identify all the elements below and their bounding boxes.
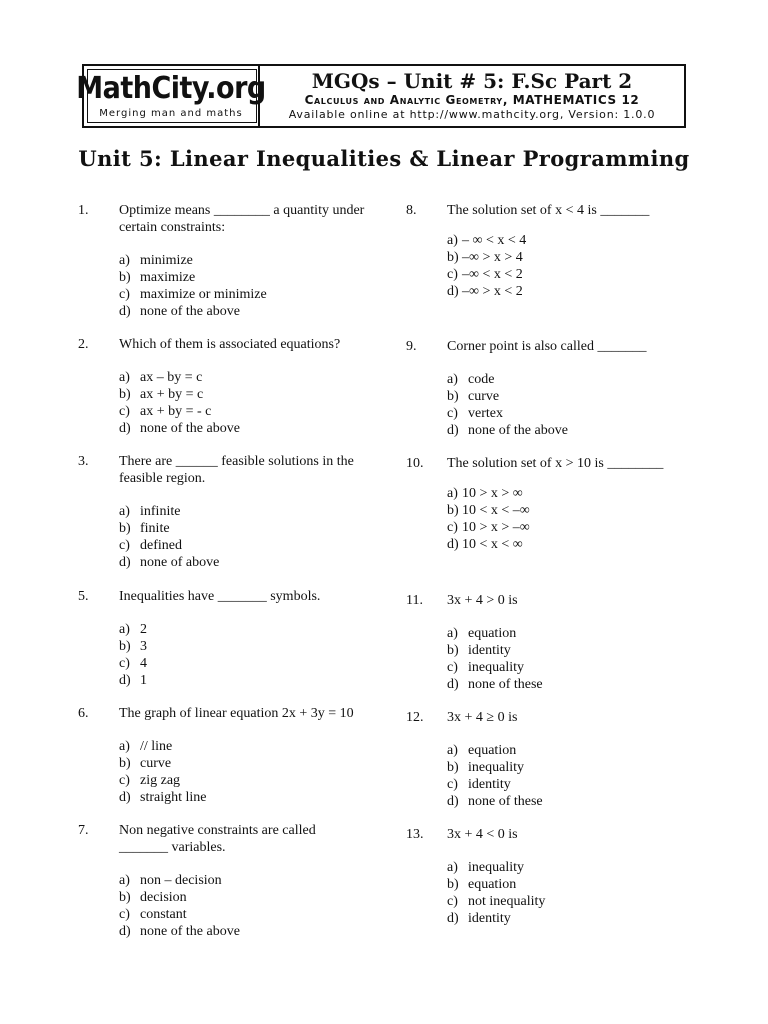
option-item [447,759,696,776]
option-text: defined [140,538,182,553]
option-list [447,485,696,553]
option-list [447,742,696,810]
question-text: 3x + 4 > 0 is [447,593,518,608]
option-item [447,536,696,553]
option-item [447,388,696,405]
option-item [447,502,696,519]
option-label: a) [447,486,458,501]
header-title: MGQs – Unit # 5: F.Sc Part 2 [311,69,633,93]
question-text: Corner point is also called _______ [447,339,647,354]
option-item [119,303,368,320]
question-9 [406,338,696,439]
option-item [119,369,368,386]
option-text: none of these [468,794,543,809]
option-label: c) [447,406,458,421]
option-label: d) [119,304,131,319]
option-label: d) [447,911,459,926]
option-text: curve [468,389,500,404]
option-item [119,738,368,755]
option-item [447,422,696,439]
question-text: 3x + 4 ≥ 0 is [447,710,518,725]
option-text: 4 [140,656,147,671]
question-12 [406,709,696,810]
option-text: equation [468,626,517,641]
option-label: a) [447,743,458,758]
option-text: equation [468,877,517,892]
title-box [260,66,684,126]
option-label: d) [119,790,131,805]
option-text: ax – by = c [140,370,203,385]
option-item [119,923,368,940]
option-label: c) [119,773,130,788]
option-item [119,772,368,789]
option-item [119,755,368,772]
option-item [119,789,368,806]
option-label: d) [447,537,459,552]
option-text: straight line [140,790,207,805]
document-header [76,64,686,128]
option-label: c) [119,907,130,922]
option-item [447,485,696,502]
option-label: d) [447,794,459,809]
option-item [119,386,368,403]
option-label: b) [447,503,459,518]
option-label: a) [447,372,458,387]
option-item [119,503,368,520]
option-text: constant [140,907,187,922]
option-text: 3 [140,639,147,654]
option-text: inequality [468,760,524,775]
option-label: b) [447,760,459,775]
header-subtitle: Calculus and Analytic Geometry, MATHEMATICS 12 [304,93,640,107]
option-text: 1 [140,673,147,688]
option-text: equation [468,743,517,758]
option-text: none of the above [140,924,240,939]
option-label: a) [447,626,458,641]
question-8 [406,202,696,300]
option-list [119,621,368,689]
tagline: Merging man and maths [99,108,243,119]
question-10 [406,455,696,553]
option-label: a) [447,860,458,875]
option-text: 10 > x > ∞ [462,486,523,501]
option-label: d) [119,924,131,939]
option-label: b) [119,756,131,771]
question-number: 9. [406,339,417,354]
option-label: c) [119,404,130,419]
logo: MathCity.org [76,71,266,106]
option-item [119,638,368,655]
option-item [119,537,368,554]
option-item [119,269,368,286]
option-label: b) [119,639,131,654]
option-text: // line [140,739,173,754]
option-item [119,554,368,571]
option-label: d) [119,673,131,688]
option-text: –∞ < x < 2 [462,267,523,282]
question-number: 7. [78,823,89,838]
question-text: Optimize means ________ a quantity under certain constraints: [119,203,365,235]
option-list [447,371,696,439]
option-item [447,283,696,300]
option-item [119,420,368,437]
option-list [119,252,368,320]
option-text: –∞ > x > 4 [462,250,523,265]
option-item [447,859,696,876]
option-item [447,676,696,693]
option-item [119,252,368,269]
option-list [119,369,368,437]
option-text: identity [468,777,511,792]
question-13 [406,826,696,927]
option-label: a) [119,873,130,888]
option-text: 10 > x > –∞ [462,520,530,535]
option-text: identity [468,911,511,926]
option-label: b) [447,250,459,265]
question-11 [406,592,696,693]
option-text: curve [140,756,172,771]
option-item [119,655,368,672]
option-item [447,793,696,810]
option-list [447,625,696,693]
question-1 [78,202,368,320]
option-text: minimize [140,253,193,268]
option-item [119,621,368,638]
option-text: ax + by = c [140,387,204,402]
option-item [447,910,696,927]
option-item [447,776,696,793]
option-text: not inequality [468,894,546,909]
header-availability: Available online at http://www.mathcity.org, Version: 1.0.0 [288,108,656,121]
option-text: none of these [468,677,543,692]
option-text: inequality [468,860,524,875]
unit-title: Unit 5: Linear Inequalities & Linear Programming [78,146,690,171]
option-item [447,876,696,893]
option-label: a) [447,233,458,248]
option-item [119,906,368,923]
question-number: 11. [406,593,423,608]
option-item [447,249,696,266]
option-text: none of above [140,555,220,570]
option-label: c) [119,538,130,553]
option-item [447,625,696,642]
question-text: The graph of linear equation 2x + 3y = 10 [119,706,354,721]
option-label: d) [119,421,131,436]
option-label: b) [447,389,459,404]
option-item [447,659,696,676]
option-text: none of the above [140,304,240,319]
option-item [119,403,368,420]
option-item [447,232,696,249]
option-label: b) [119,521,131,536]
option-text: 2 [140,622,147,637]
option-label: d) [447,423,459,438]
option-item [447,519,696,536]
option-list [447,859,696,927]
option-label: c) [447,777,458,792]
option-list [119,872,368,940]
option-item [447,371,696,388]
option-item [447,266,696,283]
option-text: code [468,372,495,387]
option-label: b) [447,877,459,892]
option-label: d) [447,677,459,692]
question-number: 3. [78,454,89,469]
option-label: a) [119,622,130,637]
option-text: maximize [140,270,196,285]
question-text: The solution set of x < 4 is _______ [447,203,650,218]
option-label: d) [447,284,459,299]
option-list [447,232,696,300]
question-number: 8. [406,203,417,218]
question-text: Non negative constraints are called _______ variables. [119,823,316,855]
question-6 [78,705,368,806]
option-text: zig zag [140,773,181,788]
option-label: a) [119,253,130,268]
option-label: a) [119,739,130,754]
question-text: The solution set of x > 10 is ________ [447,456,664,471]
option-item [119,889,368,906]
option-text: none of the above [140,421,240,436]
option-text: finite [140,521,170,536]
option-text: vertex [468,406,503,421]
option-text: ax + by = - c [140,404,212,419]
question-number: 6. [78,706,89,721]
question-text: There are ______ feasible solutions in the feasible region. [119,454,354,486]
option-label: a) [119,370,130,385]
option-label: b) [119,270,131,285]
question-number: 12. [406,710,424,725]
question-number: 5. [78,589,89,604]
option-item [119,872,368,889]
option-text: identity [468,643,511,658]
question-number: 1. [78,203,89,218]
option-label: c) [447,660,458,675]
option-item [447,742,696,759]
option-label: a) [119,504,130,519]
question-7 [78,822,368,940]
question-3 [78,453,368,571]
option-text: 10 < x < ∞ [462,537,523,552]
option-text: non – decision [140,873,222,888]
option-text: 10 < x < –∞ [462,503,530,518]
option-item [119,672,368,689]
question-number: 13. [406,827,424,842]
option-text: maximize or minimize [140,287,267,302]
logo-box [76,66,266,126]
option-item [119,520,368,537]
question-text: Which of them is associated equations? [119,337,341,352]
question-text: Inequalities have _______ symbols. [119,589,321,604]
option-item [119,286,368,303]
option-label: b) [119,890,131,905]
option-label: c) [119,287,130,302]
question-number: 10. [406,456,424,471]
question-text: 3x + 4 < 0 is [447,827,518,842]
question-5 [78,588,368,689]
option-label: c) [119,656,130,671]
option-label: b) [447,643,459,658]
option-label: d) [119,555,131,570]
option-text: inequality [468,660,524,675]
option-list [119,738,368,806]
option-item [447,405,696,422]
option-text: decision [140,890,187,905]
option-item [447,893,696,910]
option-text: infinite [140,504,181,519]
option-text: none of the above [468,423,568,438]
option-list [119,503,368,571]
option-text: – ∞ < x < 4 [462,233,527,248]
option-item [447,642,696,659]
option-label: c) [447,267,458,282]
question-number: 2. [78,337,89,352]
option-label: b) [119,387,131,402]
option-label: c) [447,520,458,535]
option-label: c) [447,894,458,909]
option-text: –∞ > x < 2 [462,284,523,299]
question-2 [78,336,368,437]
